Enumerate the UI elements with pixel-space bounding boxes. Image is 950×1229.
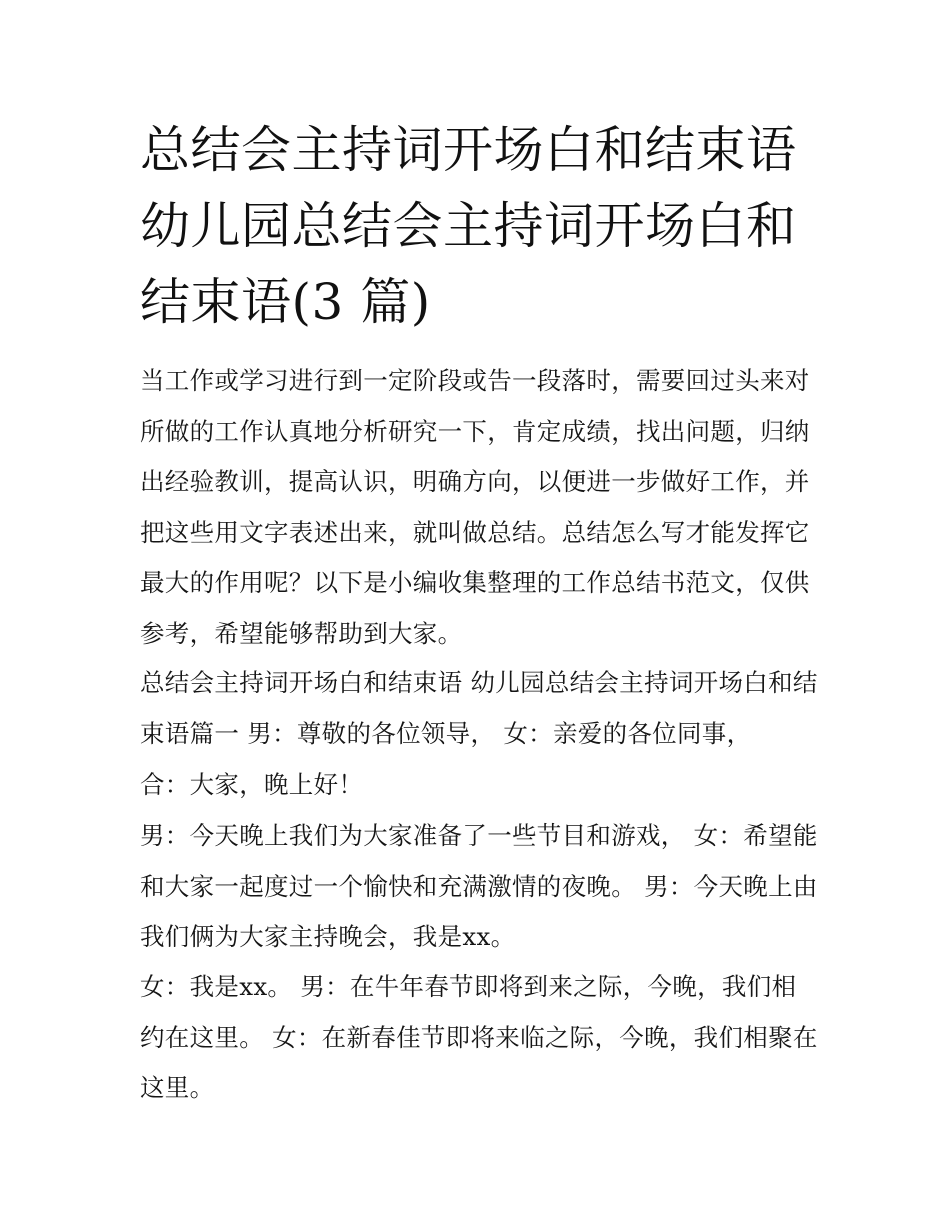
dialogue-paragraph-1: 男：今天晚上我们为大家准备了一些节目和游戏， 女：希望能和大家一起度过一个愉快和充满激情的夜晚。 男：今天晚上由我们俩为大家主持晚会，我是xx。 — [140, 821, 818, 951]
intro-paragraph: 当工作或学习进行到一定阶段或告一段落时，需要回过头来对所做的工作认真地分析研究一下，肯定成绩，找出问题，归纳出经验教训，提高认识，明确方向，以便进一步做好工作，并把这些用文字表述出来，就叫做总结。总结怎么写才能发挥它最大的作用呢？以下是小编收集整理的工作总结书范文，仅供参考，希望能够帮助到大家。 — [140, 366, 810, 648]
greeting-paragraph: 合：大家，晚上好！ — [140, 770, 364, 799]
section-heading-paragraph: 总结会主持词开场白和结束语 幼儿园总结会主持词开场白和结束语篇一 男：尊敬的各位领导， 女：亲爱的各位同事， — [140, 668, 818, 748]
dialogue-paragraph-2: 女：我是xx。 男：在牛年春节即将到来之际，今晚，我们相约在这里。 女：在新春佳节即将来临之际，今晚，我们相聚在这里。 — [140, 972, 818, 1102]
title-line-2: 幼儿园总结会主持词开场白和 — [140, 197, 797, 255]
document-title — [140, 112, 820, 340]
title-line-1: 总结会主持词开场白和结束语 — [140, 121, 797, 179]
title-line-3: 结束语(3 篇) — [140, 273, 431, 331]
